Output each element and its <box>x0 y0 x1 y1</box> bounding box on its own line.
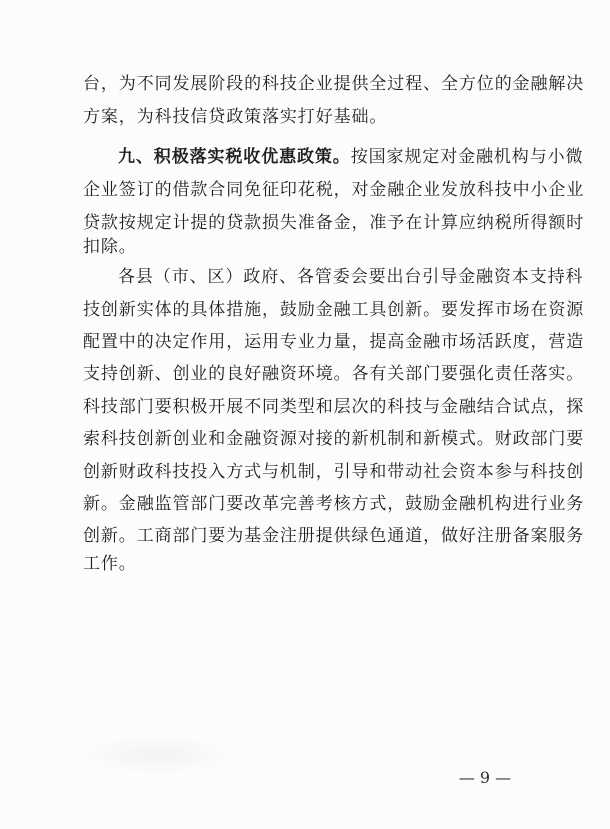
body-text-line: 创新。工商部门要为基金注册提供绿色通道，做好注册备案服务 <box>83 526 585 546</box>
body-text-line: 技创新实体的具体措施，鼓励金融工具创新。要发挥市场在资源 <box>83 300 585 320</box>
body-text-line: 企业签订的借款合同免征印花税，对金融企业发放科技中小企业 <box>83 180 585 200</box>
body-text-line: 索科技创新创业和金融资源对接的新机制和新模式。财政部门要 <box>83 429 585 449</box>
body-text-line: 方案，为科技信贷政策落实打好基础。 <box>83 107 388 127</box>
page-number: — 9 — <box>458 768 512 787</box>
body-text-line: 配置中的决定作用，运用专业力量，提高金融市场活跃度，营造 <box>83 332 585 352</box>
body-text-line: 科技部门要积极开展不同类型和层次的科技与金融结合试点，探 <box>83 397 585 417</box>
body-text-line: 各县（市、区）政府、各管委会要出台引导金融资本支持科 <box>118 267 584 287</box>
body-text-line: 贷款按规定计提的贷款损失准备金，准予在计算应纳税所得额时 <box>83 213 585 233</box>
body-text-line: 支持创新、创业的良好融资环境。各有关部门要强化责任落实。 <box>83 364 585 384</box>
section-nine-first-line <box>118 145 584 169</box>
section-nine-text: 按国家规定对金融机构与小微 <box>350 147 584 167</box>
body-text-line: 扣除。 <box>83 237 137 257</box>
scan-smudge <box>82 735 232 775</box>
body-text-line: 台，为不同发展阶段的科技企业提供全过程、全方位的金融解决 <box>83 74 585 94</box>
body-text-line: 新。金融监管部门要改革完善考核方式，鼓励金融机构进行业务 <box>83 494 585 514</box>
section-nine-heading: 九、积极落实税收优惠政策。 <box>118 147 351 167</box>
body-text-line: 工作。 <box>83 554 137 574</box>
body-text-line: 创新财政科技投入方式与机制，引导和带动社会资本参与科技创 <box>83 462 585 482</box>
